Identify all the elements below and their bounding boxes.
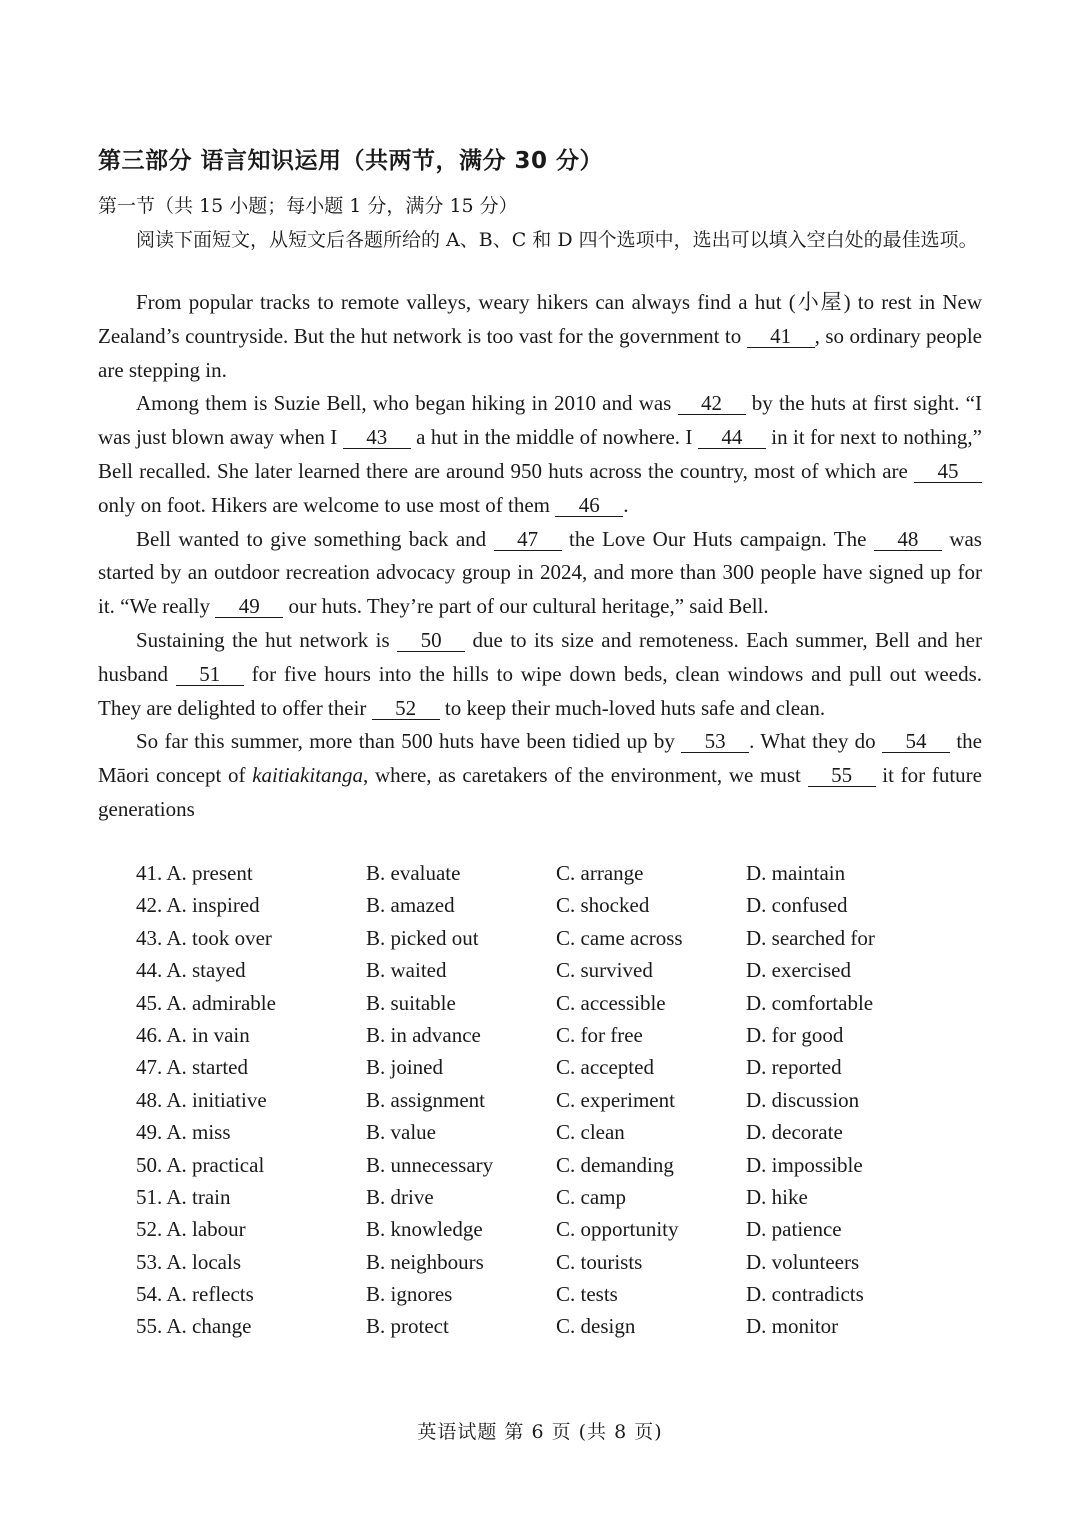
option-b: B. picked out [366,925,479,950]
passage-text: . [623,492,629,517]
instruction-text: 阅读下面短文，从短文后各题所给的 A、B、C 和 D 四个选项中，选出可以填入空白处的最佳选项。 [136,229,978,251]
option-a: 42. A. inspired [136,893,260,918]
option-row [136,1088,936,1120]
passage-text: in it for next to nothing,” Bell recalled. She later learned there are around 950 huts across the country, most of which are [98,425,982,483]
passage-text: Sustaining the hut network is [136,627,398,652]
option-d: D. exercised [746,958,851,983]
option-a: 45. A. admirable [136,990,276,1015]
passage-text: the Love Our Huts campaign. The [561,526,874,551]
option-c: C. came across [556,925,683,950]
option-d: D. impossible [746,1152,863,1177]
option-row [136,1023,936,1055]
passage-text: was started by an outdoor recreation advocacy group in 2024, and more than 300 people have signed up for it. “We really [98,526,982,619]
blank-50: 50 [397,629,465,652]
option-c: C. arrange [556,861,644,885]
option-b: B. in advance [366,1022,481,1047]
blank-47: 47 [494,528,562,551]
option-d: D. discussion [746,1087,860,1112]
option-a: 49. A. miss [136,1120,231,1145]
option-d: D. contradicts [746,1282,864,1307]
option-c: C. for free [556,1022,643,1047]
option-row [136,991,936,1023]
option-d: D. decorate [746,1120,843,1145]
option-row [136,1250,936,1282]
option-a: 47. A. started [136,1055,248,1080]
option-b: B. amazed [366,893,455,918]
option-b: B. evaluate [366,861,461,885]
passage-paragraph-4 [98,624,982,725]
blank-49: 49 [215,595,283,618]
passage-text: by the huts at first sight. “I was just blown away when I [98,391,982,450]
passage-text: a hut in the middle of nowhere. I [410,425,698,450]
option-b: B. neighbours [366,1249,484,1274]
passage-text: From popular tracks to remote valleys, weary hikers can always find a hut (小屋) to rest in New Zealand’s countryside. But the hut network is too vast for the government to [98,290,982,348]
option-a: 48. A. initiative [136,1087,267,1112]
maori-term: kaitiakitanga [252,763,364,788]
option-d: D. searched for [746,925,875,950]
option-d: D. comfortable [746,990,874,1015]
option-c: C. demanding [556,1152,674,1177]
option-a: 41. A. present [136,861,253,885]
option-c: C. shocked [556,893,650,918]
option-b: B. suitable [366,990,456,1015]
answer-options [136,861,936,1347]
blank-52: 52 [372,697,440,720]
passage-text: So far this summer, more than 500 huts have been tidied up by [136,729,682,754]
option-a: 51. A. train [136,1184,231,1209]
passage-paragraph-2 [98,387,982,522]
option-d: D. volunteers [746,1249,860,1274]
option-d: D. patience [746,1217,842,1242]
option-c: C. tourists [556,1249,643,1274]
option-d: D. monitor [746,1314,839,1339]
passage-text: only on foot. Hikers are welcome to use most of them [98,492,556,517]
option-b: B. assignment [366,1087,485,1112]
passage-text: the Māori concept of [98,729,982,788]
option-c: C. tests [556,1282,618,1307]
option-row [136,1153,936,1185]
section-heading: 第三部分 语言知识运用（共两节，满分 30 分） [98,148,604,174]
option-b: B. joined [366,1055,443,1080]
passage-text: it for future generations [98,763,982,821]
option-a: 46. A. in vain [136,1022,250,1047]
option-row [136,1314,936,1346]
option-c: C. camp [556,1184,626,1209]
option-c: C. design [556,1314,636,1339]
cloze-passage [98,286,982,827]
passage-paragraph-3 [98,523,982,624]
option-c: C. experiment [556,1087,675,1112]
blank-44: 44 [698,426,766,449]
blank-55: 55 [808,764,876,787]
option-row [136,861,936,893]
option-row [136,893,936,925]
option-c: C. clean [556,1120,625,1145]
option-a: 54. A. reflects [136,1282,254,1307]
passage-text: , where, as caretakers of the environment, we must [363,763,808,788]
option-row [136,1055,936,1087]
blank-41: 41 [747,325,815,348]
option-a: 53. A. locals [136,1249,241,1274]
option-a: 44. A. stayed [136,958,246,983]
option-c: C. survived [556,958,653,983]
option-d: D. hike [746,1184,808,1209]
passage-text: to keep their much-loved huts safe and clean. [439,695,826,720]
option-b: B. value [366,1120,436,1145]
blank-54: 54 [882,730,950,753]
blank-45: 45 [914,460,982,483]
passage-paragraph-5 [98,725,982,826]
blank-51: 51 [176,663,244,686]
passage-text: our huts. They’re part of our cultural heritage,” said Bell. [283,594,769,619]
option-d: D. reported [746,1055,842,1080]
option-b: B. protect [366,1314,449,1339]
option-a: 52. A. labour [136,1217,246,1242]
option-b: B. ignores [366,1282,453,1307]
passage-text: , so ordinary people are stepping in. [98,323,982,382]
passage-paragraph-1 [98,286,982,387]
option-b: B. knowledge [366,1217,483,1242]
option-a: 50. A. practical [136,1152,265,1177]
option-a: 43. A. took over [136,925,272,950]
option-d: D. for good [746,1022,844,1047]
option-row [136,926,936,958]
option-c: C. opportunity [556,1217,679,1242]
option-b: B. drive [366,1184,434,1209]
option-b: B. waited [366,958,447,983]
option-d: D. confused [746,893,848,918]
passage-text: due to its size and remoteness. Each summer, Bell and her husband [98,627,982,686]
option-row [136,1120,936,1152]
blank-46: 46 [555,494,623,517]
passage-text: Bell wanted to give something back and [136,526,494,551]
option-b: B. unnecessary [366,1152,494,1177]
option-row [136,1185,936,1217]
blank-43: 43 [343,426,411,449]
option-d: D. maintain [746,861,846,885]
option-row [136,1282,936,1314]
blank-42: 42 [678,392,746,415]
blank-53: 53 [681,730,749,753]
subsection-title: 第一节（共 15 小题；每小题 1 分，满分 15 分） [98,195,518,217]
option-c: C. accepted [556,1055,654,1080]
passage-text: for five hours into the hills to wipe down beds, clean windows and pull out weeds. They are delighted to offer their [98,661,982,720]
page-footer: 英语试题 第 6 页 (共 8 页) [417,1421,663,1443]
option-c: C. accessible [556,990,666,1015]
passage-text: . What they do [749,729,882,754]
option-row [136,1217,936,1249]
option-a: 55. A. change [136,1314,252,1339]
passage-text: Among them is Suzie Bell, who began hiking in 2010 and was [136,391,678,416]
blank-48: 48 [874,528,942,551]
option-row [136,958,936,990]
